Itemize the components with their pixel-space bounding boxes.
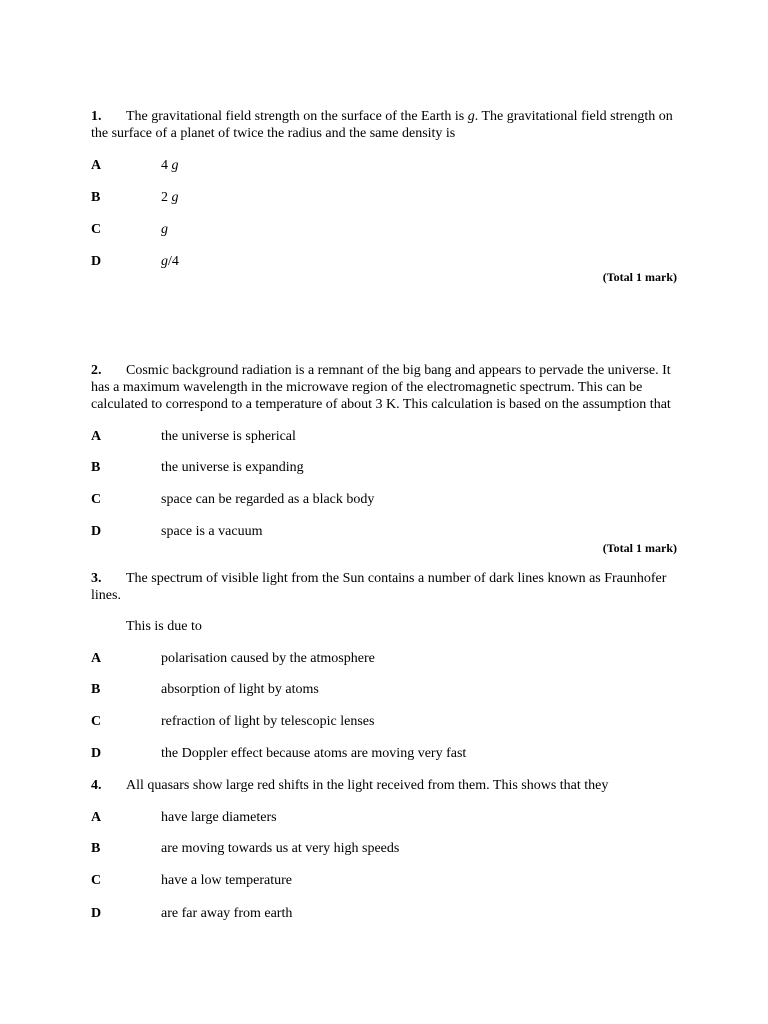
option-value: 4 xyxy=(161,158,168,173)
question-4-text: All quasars show large red shifts in the light received from them. This shows that they xyxy=(126,778,609,793)
option-text: have large diameters xyxy=(161,810,277,825)
option-value: 2 xyxy=(161,190,168,205)
option-letter: C xyxy=(91,492,102,507)
question-2-total-mark: (Total 1 mark) xyxy=(602,541,677,555)
question-2-text: Cosmic background radiation is a remnant of the big bang and appears to pervade the universe. It has a maximum wavelength in the microwave region of the electromagnetic spectrum. This can be calculated to correspond to a temperature of about 3 K. This calculation is based on the assumption that xyxy=(91,363,671,412)
option-letter: C xyxy=(91,222,102,237)
option-text: absorption of light by atoms xyxy=(161,682,319,697)
option-suffix: /4 xyxy=(168,254,179,269)
question-1-text-post: . The gravitational field strength on the surface of a planet of twice the radius and the same density is xyxy=(91,109,673,141)
option-letter: D xyxy=(91,524,102,539)
option-text xyxy=(161,189,179,206)
option-letter: B xyxy=(91,190,101,205)
question-3-extra-text: This is due to xyxy=(126,619,202,634)
option-letter: B xyxy=(91,682,101,697)
option-italic: g xyxy=(171,190,179,205)
question-1-text-italic: g xyxy=(467,109,475,124)
question-1-number: 1. xyxy=(91,109,102,124)
option-text: the universe is expanding xyxy=(161,460,304,475)
option-letter: B xyxy=(91,841,101,856)
option-text: have a low temperature xyxy=(161,873,292,888)
option-text: are moving towards us at very high speeds xyxy=(161,841,400,856)
option-text xyxy=(161,253,179,270)
option-letter: A xyxy=(91,429,102,444)
option-text: refraction of light by telescopic lenses xyxy=(161,714,375,729)
question-3-stem xyxy=(91,570,691,604)
question-1-total-mark: (Total 1 mark) xyxy=(602,270,677,284)
option-italic: g xyxy=(161,222,168,237)
question-4-number: 4. xyxy=(91,778,102,793)
question-2-number: 2. xyxy=(91,363,102,378)
question-4-stem xyxy=(91,777,691,794)
option-letter: D xyxy=(91,906,102,921)
option-italic: g xyxy=(161,254,168,269)
option-letter: A xyxy=(91,810,102,825)
option-letter: D xyxy=(91,746,102,761)
option-text: space can be regarded as a black body xyxy=(161,492,375,507)
option-letter: C xyxy=(91,714,102,729)
option-italic: g xyxy=(171,158,179,173)
option-text: are far away from earth xyxy=(161,906,293,921)
question-3-number: 3. xyxy=(91,571,102,586)
option-letter: C xyxy=(91,873,102,888)
option-letter: A xyxy=(91,158,102,173)
question-1-text-pre: The gravitational field strength on the surface of the Earth is xyxy=(126,109,468,124)
option-text: space is a vacuum xyxy=(161,524,263,539)
option-letter: D xyxy=(91,254,102,269)
question-1-stem xyxy=(91,108,691,142)
question-2-stem xyxy=(91,362,691,413)
question-3-text: The spectrum of visible light from the Sun contains a number of dark lines known as Fraunhofer lines. xyxy=(91,571,667,603)
option-letter: A xyxy=(91,651,102,666)
option-letter: B xyxy=(91,460,101,475)
option-text xyxy=(161,157,179,174)
option-text xyxy=(161,221,168,238)
option-text: the Doppler effect because atoms are moving very fast xyxy=(161,746,467,761)
option-text: the universe is spherical xyxy=(161,429,296,444)
option-text: polarisation caused by the atmosphere xyxy=(161,651,375,666)
